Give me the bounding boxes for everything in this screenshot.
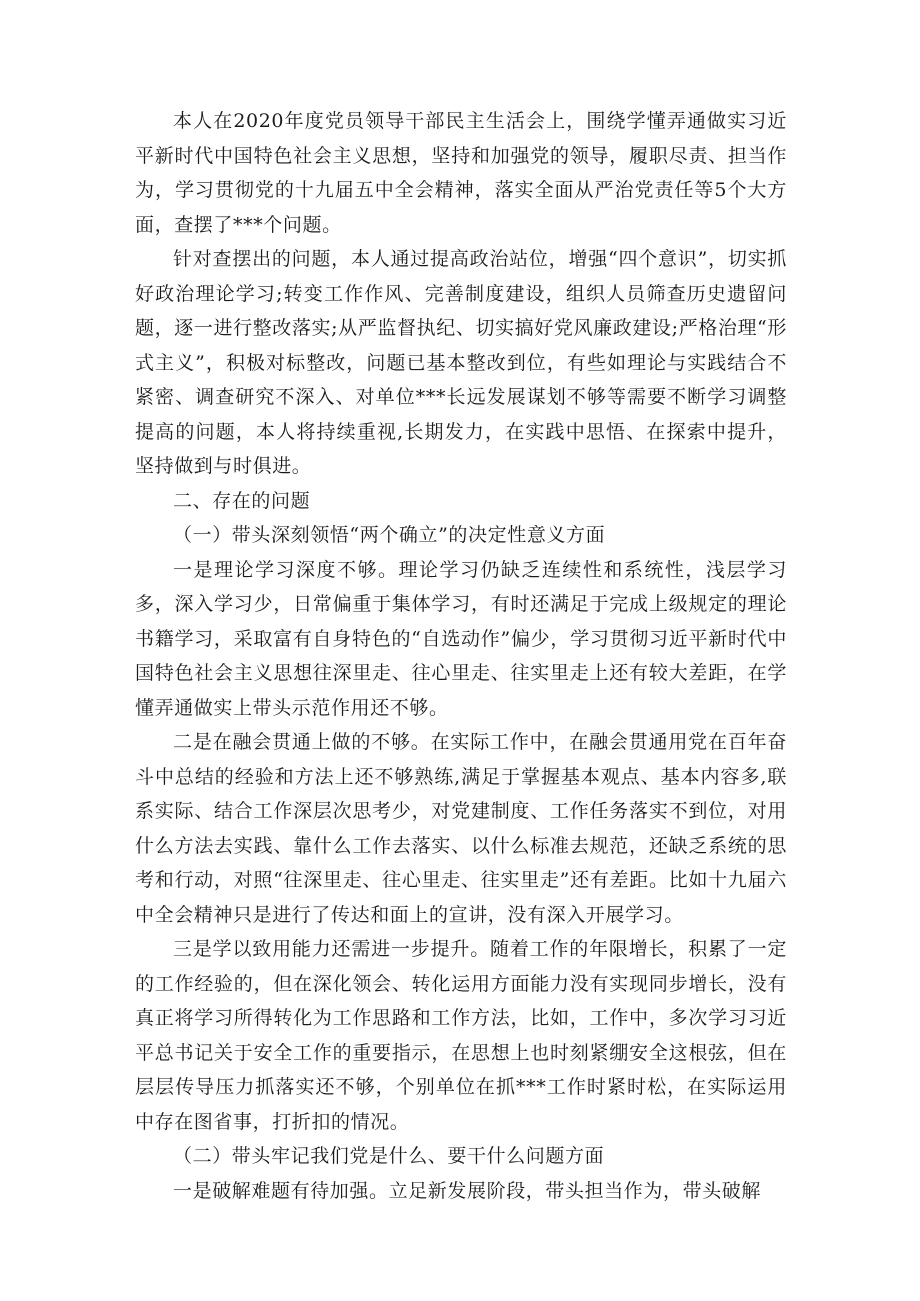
- paragraph-problem-1-2: 二是在融会贯通上做的不够。在实际工作中，在融会贯通用党在百年奋斗中总结的经验和方法上还不够熟练,满足于掌握基本观点、基本内容多,联系实际、结合工作深层次思考少，对党建制度、工作任务落实不到位，对用什么方法去实践、靠什么工作去落实、以什么标准去规范，还缺乏系统的思考和行动，对照“往深里走、往心里走、往实里走”还有差距。比如十九届六中全会精神只是进行了传达和面上的宣讲，没有深入开展学习。: [135, 731, 787, 926]
- paragraph-problem-2-1: 一是破解难题有待加强。立足新发展阶段，带头担当作为，带头破解: [173, 1179, 762, 1202]
- document-body: [135, 104, 787, 1208]
- paragraph-intro: 本人在2020年度党员领导干部民主生活会上，围绕学懂弄通做实习近平新时代中国特色社会主义思想，坚持和加强党的领导，履职尽责、担当作为，学习贯彻党的十九届五中全会精神，落实全面从严治党责任等5个大方面，查摆了***个问题。: [135, 110, 787, 236]
- paragraph-problem-1-3: 三是学以致用能力还需进一步提升。随着工作的年限增长，积累了一定的工作经验的，但在深化领会、转化运用方面能力没有实现同步增长，没有真正将学习所得转化为工作思路和工作方法，比如，工作中，多次学习习近平总书记关于安全工作的重要指示，在思想上也时刻紧绷安全这根弦，但在层层传导压力抓落实还不够，个别单位在抓***工作时紧时松，在实际运用中存在图省事，打折扣的情况。: [135, 938, 787, 1133]
- subsection-heading-1: （一）带头深刻领悟“两个确立”的决定性意义方面: [173, 524, 606, 546]
- subsection-heading-2: （二）带头牢记我们党是什么、要干什么问题方面: [173, 1145, 605, 1167]
- section-heading-problems: 二、存在的问题: [173, 489, 311, 512]
- paragraph-rectification: 针对查摆出的问题，本人通过提高政治站位，增强“四个意识”，切实抓好政治理论学习;转变工作作风、完善制度建设，组织人员筛查历史遗留问题，逐一进行整改落实;从严监督执纪、切实搞好党风廉政建设;严格治理“形式主义”，积极对标整改，问题已基本整改到位，有些如理论与实践结合不紧密、调查研究不深入、对单位***长远发展谋划不够等需要不断学习调整提高的问题，本人将持续重视,长期发力，在实践中思悟、在探索中提升，坚持做到与时俱进。: [135, 248, 787, 477]
- paragraph-problem-1-1: 一是理论学习深度不够。理论学习仍缺乏连续性和系统性，浅层学习多，深入学习少，日常偏重于集体学习，有时还满足于完成上级规定的理论书籍学习，采取富有自身特色的“自选动作”偏少，学习贯彻习近平新时代中国特色社会主义思想往深里走、往心里走、往实里走上还有较大差距，在学懂弄通做实上带头示范作用还不够。: [135, 558, 787, 719]
